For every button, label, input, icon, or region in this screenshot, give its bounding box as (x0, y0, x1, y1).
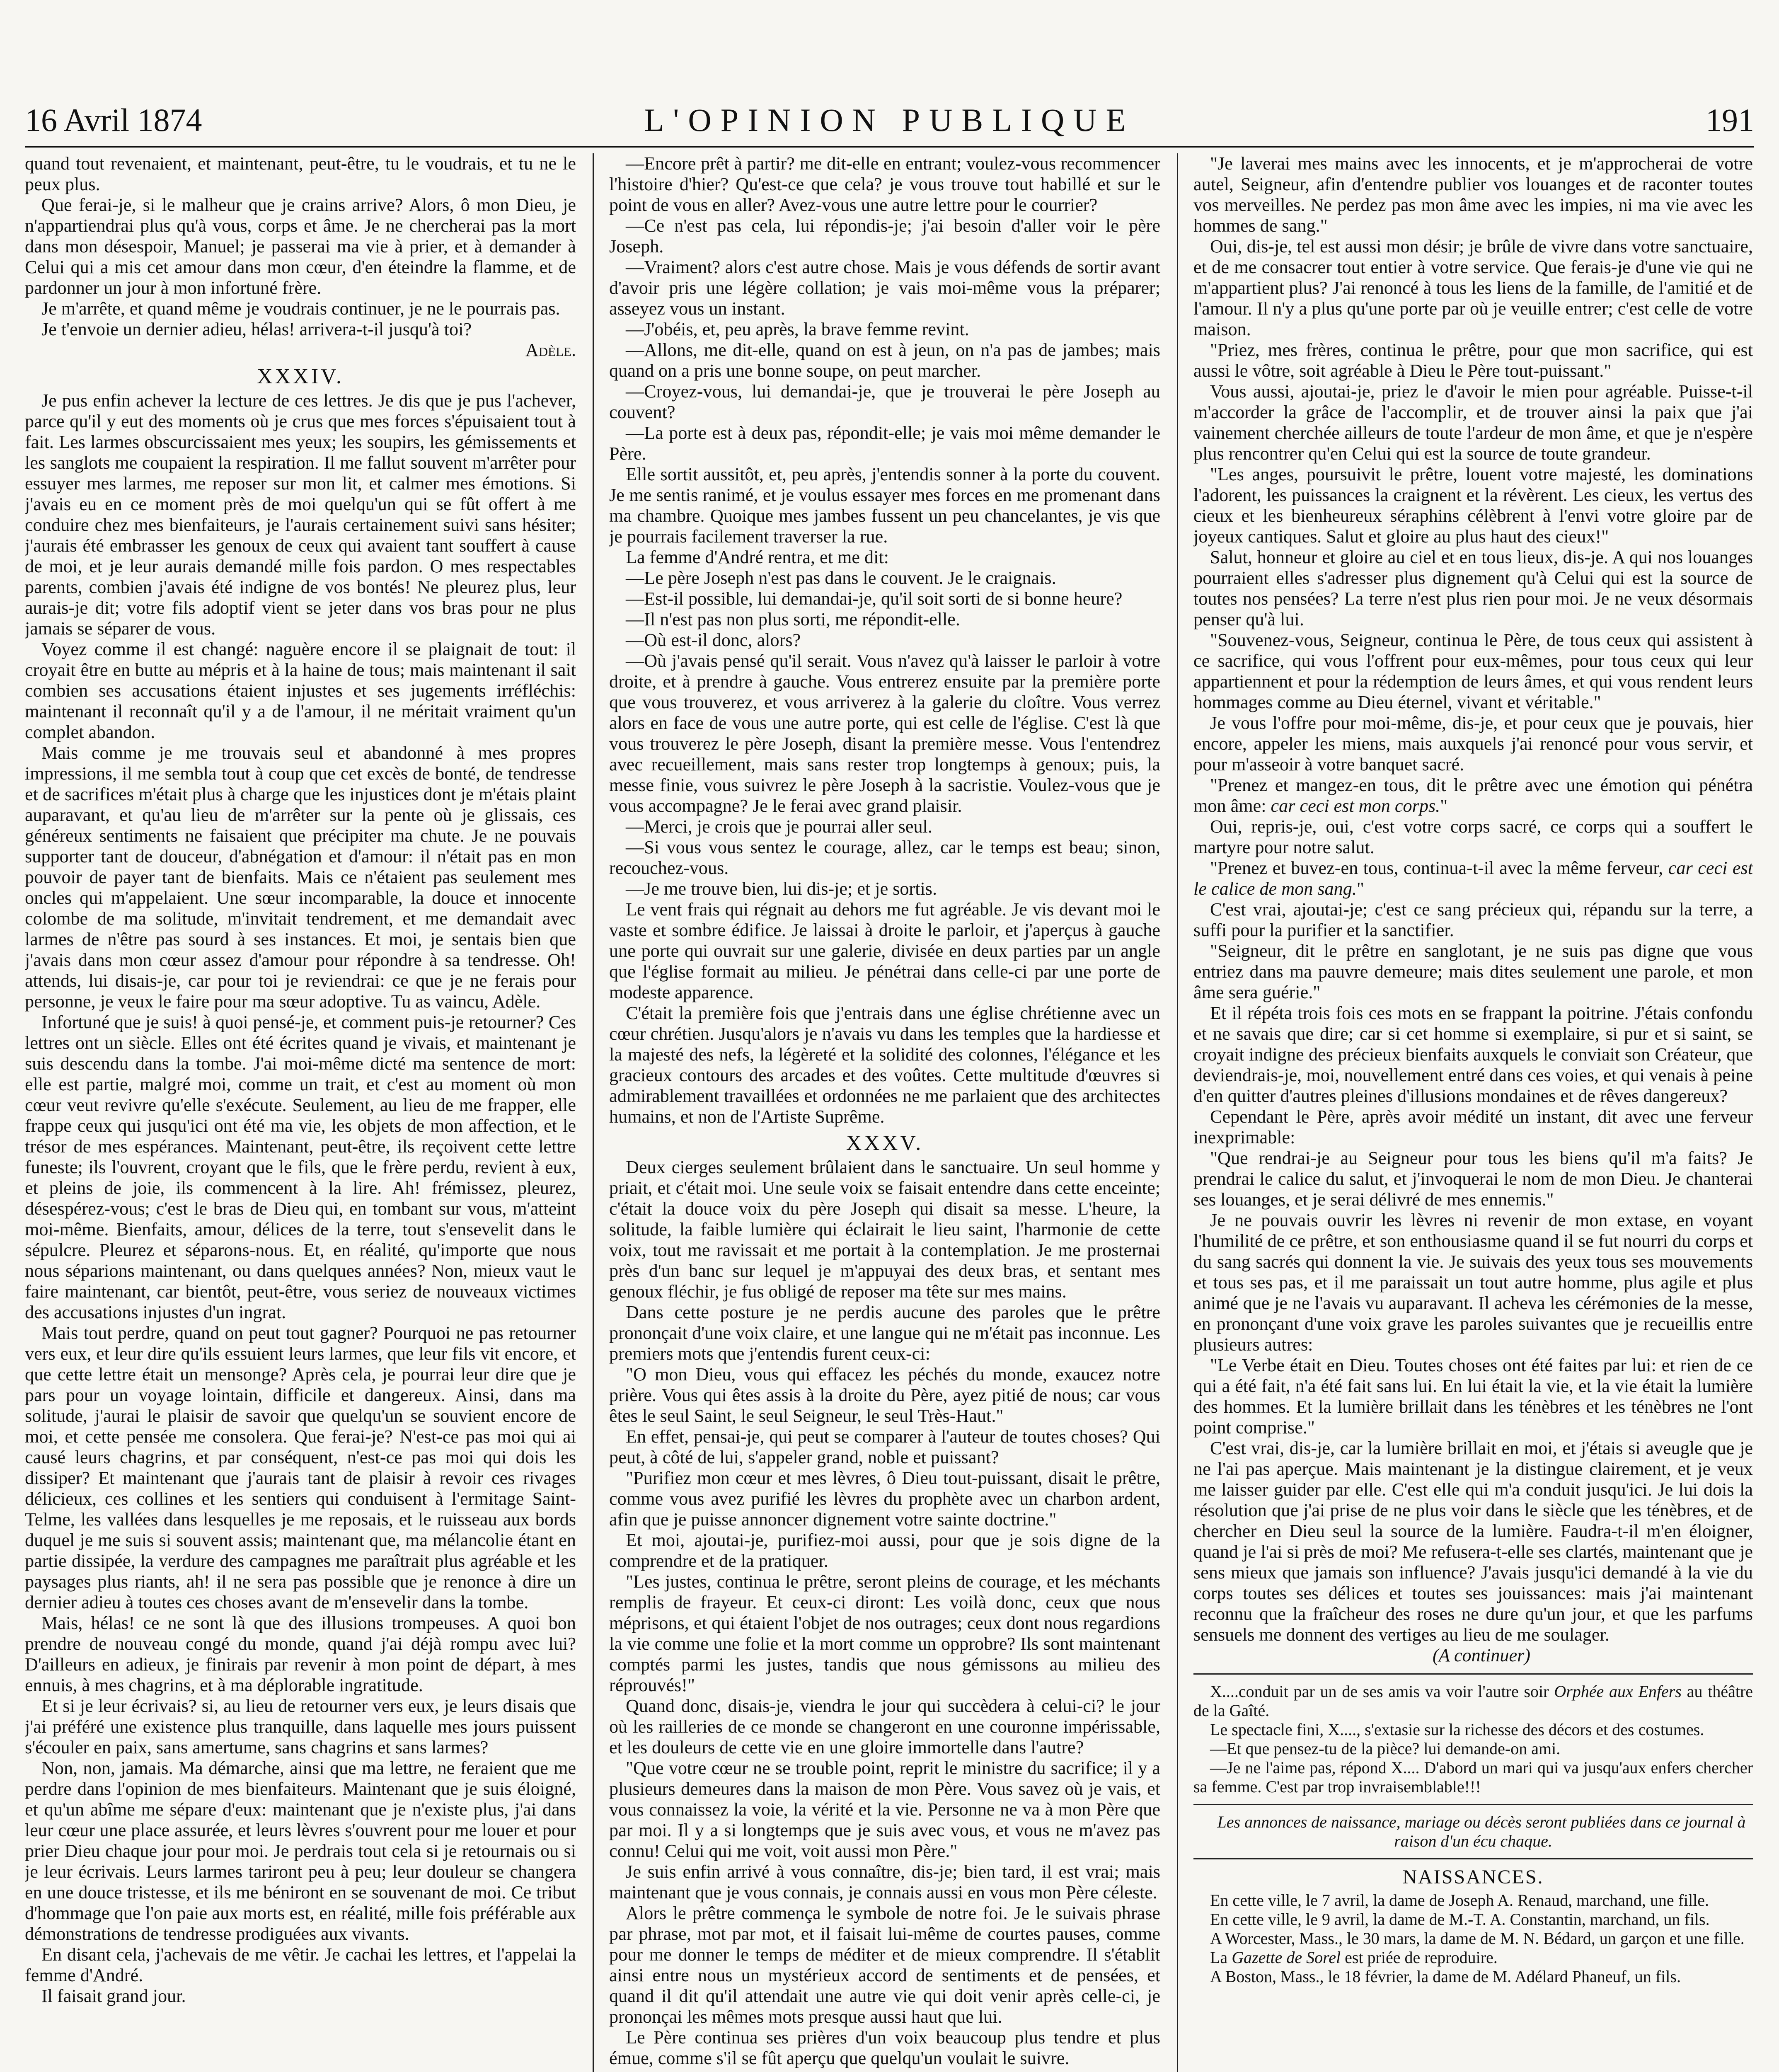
reprint-note (1193, 1948, 1753, 1967)
italic-text: car ceci est mon corps. (1271, 796, 1440, 816)
text-run: "Prenez et buvez-en tous, continua-t-il avec la même ferveur, (1210, 858, 1668, 878)
birth-entry: En cette ville, le 9 avril, la dame de M.-T. A. Constantin, marchand, un fils. (1210, 1910, 1710, 1929)
paragraph: Il faisait grand jour. (41, 1986, 186, 2006)
paragraph: Dans cette posture je ne perdis aucune des paroles que le prêtre prononçait d'une voix claire, et une langue qui ne m'était pas inconnue. Les premiers mots que j'entendis furent ceux-ci: (609, 1302, 1160, 1364)
column-2 (609, 153, 1160, 2072)
paragraph: Mais, hélas! ce ne sont là que des illusions trompeuses. A quoi bon prendre de nouveau congé du monde, quand j'ai déjà rompu avec lui? D'ailleurs en adieux, je finirais par revenir à mon point de départ, à mes ennuis, à mes chagrins, et à ma déplorable ingratitude. (25, 1613, 576, 1695)
paragraph: —Où est-il donc, alors? (626, 630, 801, 650)
paragraph: Non, non, jamais. Ma démarche, ainsi que ma lettre, ne feraient que me perdre dans l'opinion de mes bienfaiteurs. Maintenant que je suis éloigné, et qu'un abîme me sépare d'eux: maintenant que je n'existe plus, j'ai dans leur cœur une place assurée, et leurs lèvres s'ouvrent pour me louer et pour prier Dieu chaque jour pour moi. Je perdrais tout cela si je retournais ou si je leur écrivais. Leurs larmes tariront peu à peu; leur douleur se changera en une douce tristesse, et ils me béniront en se souvenant de moi. Ce tribut d'hommage que l'on paie aux morts est, en réalité, mille fois préférable aux démonstrations de tendresse prodiguées aux vivants. (25, 1758, 576, 1944)
paragraph: Oui, dis-je, tel est aussi mon désir; je brûle de vivre dans votre sanctuaire, et de me consacrer tout entier à votre service. Que ferais-je d'une vie qui ne m'appartient plus? J'ai renoncé à tous les liens de la famille, de l'amitié et de l'amour. Il n'y a plus qu'une porte par où je veuille entrer; c'est celle de votre maison. (1193, 236, 1753, 339)
anecdote (1193, 1682, 1753, 1796)
page-header (25, 99, 1754, 145)
text-run: X....conduit par un de ses amis va voir l'autre soir (1210, 1682, 1554, 1701)
column-divider (593, 153, 594, 2072)
paragraph: —Si vous vous sentez le courage, allez, car le temps est beau; sinon, recouchez-vous. (609, 837, 1160, 878)
paragraph: Alors le prêtre commença le symbole de notre foi. Je le suivais phrase par phrase, mot par mot, et il faisait lui-même de courtes pauses, comme pour me donner le temps de méditer et de mieux comprendre. Il s'établit ainsi entre nous un mystérieux accord de sentiments et de pensées, et quand il dit qu'il attendait une autre vie qui doit venir après celle-ci, je prononçai les mêmes mots presque aussi haut que lui. (609, 1903, 1160, 2027)
births-list (1193, 1891, 1753, 1986)
paragraph: En effet, pensai-je, qui peut se comparer à l'auteur de toutes choses? Qui peut, à côté de lui, s'appeler grand, noble et puissant? (609, 1426, 1160, 1467)
paragraph: —Croyez-vous, lui demandai-je, que je trouverai le père Joseph au couvent? (609, 381, 1160, 422)
paragraph: Mais comme je me trouvais seul et abandonné à mes propres impressions, il me sembla tout à coup que cet excès de bonté, de tendresse et de sacrifices m'était plus à charge que les injustices dont je m'étais plaint auparavant, et qu'au lieu de m'arrêter sur la pente où je glissais, ces généreux sentiments ne faisaient que précipiter ma chute. Je ne pouvais supporter tant de douceur, d'abnégation et d'amour: il n'était pas en mon pouvoir de payer tant de bienfaits. Mais ce n'étaient pas seulement mes oncles qui m'appelaient. Une sœur incomparable, la douce et innocente colombe de ma solitude, m'invitait tendrement, et me demandait avec larmes de n'être pas sourd à ses instances. Et moi, je sentais bien que j'avais dans mon cœur assez d'amour pour répondre à sa tendresse. Oh! attends, lui disais-je, car pour toi je reviendrai: ce que je ne ferais pour personne, je veux le faire pour ma sœur adoptive. Tu as vaincu, Adèle. (25, 743, 576, 1012)
chapter-heading: XXXV. (846, 1131, 924, 1155)
text-run: est priée de reproduire. (1341, 1948, 1498, 1967)
paragraph: "Purifiez mon cœur et mes lèvres, ô Dieu tout-puissant, disait le prêtre, comme vous avez purifié les lèvres du prophète avec un charbon ardent, afin que je puisse annoncer dignement votre sainte doctrine." (609, 1468, 1160, 1530)
paragraph: Infortuné que je suis! à quoi pensé-je, et comment puis-je retourner? Ces lettres ont un siècle. Elles ont été écrites quand je vivais, et maintenant je suis descendu dans la tombe. J'ai moi-même dicté ma sentence de mort: elle est partie, malgré moi, comme un trait, et c'est au moment où mon cœur veut revivre qu'elle s'exécute. Seulement, au lieu de me frapper, elle frappe ceux qui jusqu'ici ont été ma vie, les objets de mon affection, et le trésor de mes espérances. Maintenant, peut-être, ils reçoivent cette lettre funeste; ils l'ouvrent, croyant que le fils, que le frère perdu, revient à eux, et pleins de joie, ils commencent à la lire. Ah! frémissez, pleurez, désespérez-vous; c'est le bras de Dieu qui, en tombant sur vous, m'atteint moi-même. Bienfaits, amour, délices de la terre, tout s'ensevelit dans le sépulcre. Pleurez et séparons-nous. Et, en réalité, qu'importe que nous nous séparions maintenant, ou dans quelques années? Non, mieux vaut le faire maintenant, car bientôt, peut-être, vous seriez de nouveaux victimes des accusations injustes d'un ingrat. (25, 1012, 576, 1322)
paragraph: —Où j'avais pensé qu'il serait. Vous n'avez qu'à laisser le parloir à votre droite, et à prendre à gauche. Vous entrerez ensuite par la première porte que vous trouverez, et vous arriverez à la galerie du cloître. Vous verrez alors en face de vous une autre porte, qui est celle de l'église. C'est là que vous trouverez le père Joseph, disant la première messe. Vous l'entendrez avec recueillement, mais sans rester trop longtemps à genoux; puis, la messe finie, vous suivrez le père Joseph à la sacristie. Voulez-vous que je vous accompagne? Je le ferai avec grand plaisir. (609, 651, 1160, 816)
paragraph: Et il répéta trois fois ces mots en se frappant la poitrine. J'étais confondu et ne savais que dire; car si cet homme si exemplaire, si pur et si saint, se croyait indigne des précieux bienfaits auxquels le conviait son Créateur, que deviendrais-je, moi, nouvellement entré dans ces voies, et qui venais à peine d'en quitter d'autres pleines d'illusions mondaines et de rêves dangereux? (1193, 1003, 1753, 1106)
header-rule (25, 146, 1754, 148)
paragraph: Et si je leur écrivais? si, au lieu de retourner vers eux, je leurs disais que j'ai préféré une existence plus tranquille, dans laquelle mes jours puissent s'écouler en paix, sans amertume, sans chagrins et sans larmes? (25, 1696, 576, 1757)
paragraph: "Les anges, poursuivit le prêtre, louent votre majesté, les dominations l'adorent, les puissances la craignent et la révèrent. Les cieux, les vertus des cieux et les bienheureux séraphins célèbrent à l'envi votre gloire par de joyeux cantiques. Salut et gloire au plus haut des cieux!" (1193, 464, 1753, 547)
paragraph: Vous aussi, ajoutai-je, priez le d'avoir le mien pour agréable. Puisse-t-il m'accorder la grâce de l'accomplir, et de trouver ainsi la paix que j'ai vainement cherchée ailleurs de toute l'ardeur de mon âme, et que je n'espère plus rencontrer qu'en Celui qui est la source de toute grandeur. (1193, 381, 1753, 464)
to-be-continued: (A continuer) (1432, 1645, 1531, 1665)
paragraph: Le spectacle fini, X...., s'extasie sur la richesse des décors et des costumes. (1210, 1720, 1704, 1739)
paragraph: Et moi, ajoutai-je, purifiez-moi aussi, pour que je sois digne de la comprendre et de la pratiquer. (609, 1530, 1160, 1571)
paragraph: —Vraiment? alors c'est autre chose. Mais je vous défends de sortir avant d'avoir pris une légère collation; je vais moi-même vous la préparer; asseyez vous un instant. (609, 257, 1160, 319)
text-run: au théâtre de la Gaîté. (1193, 1682, 1753, 1720)
paragraph: "Seigneur, dit le prêtre en sanglotant, je ne suis pas digne que vous entriez dans ma pauvre demeure; mais dites seulement une parole, et mon âme sera guérie." (1193, 941, 1753, 1002)
text-run: " (1440, 796, 1448, 816)
paragraph: C'est vrai, ajoutai-je; c'est ce sang précieux qui, répandu sur la terre, a suffi pour la purifier et la sanctifier. (1193, 899, 1753, 940)
paragraph: Je pus enfin achever la lecture de ces lettres. Je dis que je pus l'achever, parce qu'il y eut des moments où je crus que mes forces s'épuisaient tout à fait. Les larmes obscurcissaient mes yeux; les soupirs, les gémissements et les sanglots me coupaient la respiration. Il me fallut souvent m'arrêter pour essuyer mes larmes, me reposer sur mon lit, et calmer mes émotions. Si j'avais eu en ce moment près de moi quelqu'un qui se fût offert à me conduire chez mes bienfaiteurs, je l'aurais certainement suivi sans hésiter; j'aurais été embrasser les genoux de ceux qui avaient tant souffert à cause de moi, et je leur aurais demandé mille fois pardon. O mes respectables parents, combien j'avais été indigne de vos bontés! Ne pleurez plus, leur aurais-je dit; votre fils adoptif vient se jeter dans vos bras pour ne plus jamais se séparer de vous. (25, 390, 576, 639)
paragraph: Je m'arrête, et quand même je voudrais continuer, je ne le pourrais pas. (41, 298, 560, 319)
column-3 (1193, 153, 1753, 2072)
section-rule (1193, 1673, 1753, 1675)
birth-entry: A Worcester, Mass., le 30 mars, la dame de M. N. Bédard, un garçon et une fille. (1210, 1929, 1745, 1948)
page-number: 191 (1706, 102, 1754, 138)
paragraph: Salut, honneur et gloire au ciel et en tous lieux, dis-je. A qui nos louanges pourraient elles s'adresser plus dignement qu'à Celui qui est la source de toutes nos pensées? La terre n'est plus rien pour moi. Je ne veux désormais penser qu'à lui. (1193, 547, 1753, 629)
paragraph: "Que votre cœur ne se trouble point, reprit le ministre du sacrifice; il y a plusieurs demeures dans la maison de mon Père. Vous savez où je vais, et vous connaissez la voie, la vérité et la vie. Personne ne va à mon Père que par moi. Il y a si longtemps que je suis avec vous, et vous ne m'avez pas connu! Celui qui me voit, voit aussi mon Père." (609, 1758, 1160, 1861)
paragraph: "Je laverai mes mains avec les innocents, et je m'approcherai de votre autel, Seigneur, afin d'entendre publier vos louanges et de raconter toutes vos merveilles. Ne perdez pas mon âme avec les impies, ni ma vie avec les hommes de sang." (1193, 153, 1753, 236)
paragraph: "Les justes, continua le prêtre, seront pleins de courage, et les méchants remplis de frayeur. Et ceux-ci diront: Les voilà donc, ceux que nous méprisons, et qui étaient l'objet de nos outrages; ceux dont nous regardions la vie comme une folie et la mort comme un opprobre? Ils sont maintenant comptés parmi les justes, tandis que nous gémissons au milieu des réprouvés!" (609, 1571, 1160, 1695)
letter-signature: Adèle. (525, 340, 576, 360)
italic-text: car ceci est le calice de mon sang. (1193, 858, 1753, 899)
paragraph: —Il n'est pas non plus sorti, me répondit-elle. (626, 609, 960, 629)
paragraph: En disant cela, j'achevais de me vêtir. Je cachai les lettres, et l'appelai la femme d'André. (25, 1944, 576, 1985)
paragraph: —Encore prêt à partir? me dit-elle en entrant; voulez-vous recommencer l'histoire d'hier? Qu'est-ce que cela? je vous trouve tout habillé et sur le point de vous en aller? Avez-vous une autre lettre pour le courrier? (609, 153, 1160, 215)
paragraph: —Le père Joseph n'est pas dans le couvent. Je le craignais. (626, 568, 1056, 588)
birth-entry: A Boston, Mass., le 18 février, la dame de M. Adélard Phaneuf, un fils. (1210, 1967, 1681, 1986)
paragraph: Que ferai-je, si le malheur que je crains arrive? Alors, ô mon Dieu, je n'appartiendrai plus qu'à vous, corps et âme. Je ne chercherai pas la mort dans mon désespoir, Manuel; je passerai ma vie à prier, et à demander à Celui qui a mis cet amour dans mon cœur, d'en éteindre la flamme, et de pardonner un jour à mon infortuné frère. (25, 195, 576, 298)
announcement-notice: Les annonces de naissance, mariage ou décès seront publiées dans ce journal à raison d'un écu chaque. (1217, 1813, 1746, 1850)
text-run: " (1356, 879, 1364, 899)
paragraph: —J'obéis, et, peu après, la brave femme revint. (626, 319, 969, 339)
paragraph: quand tout revenaient, et maintenant, peut-être, tu le voudrais, et tu ne le peux plus. (25, 153, 576, 194)
paragraph: "Souvenez-vous, Seigneur, continua le Père, de tous ceux qui assistent à ce sacrifice, qui vous l'offrent pour eux-mêmes, pour tous ceux qui leur appartiennent et pour la rédemption de leurs âmes, et qui vous rendent leurs hommages comme au Dieu éternel, vivant et véritable." (1193, 630, 1753, 712)
paragraph (1193, 858, 1753, 899)
paragraph: Cependant le Père, après avoir médité un instant, dit avec une ferveur inexprimable: (1193, 1106, 1753, 1147)
paragraph: Voyez comme il est changé: naguère encore il se plaignait de tout: il croyait être en butte au mépris et à la haine de tous; mais maintenant il sait combien ses accusations étaient injustes et ses jugements irréfléchis: maintenant il reconnaît qu'il y a de l'amour, il ne méritait vraiment qu'un complet abandon. (25, 639, 576, 742)
paragraph: Oui, repris-je, oui, c'est votre corps sacré, ce corps qui a souffert le martyre pour notre salut. (1193, 816, 1753, 857)
paragraph: C'est vrai, dis-je, car la lumière brillait en moi, et j'étais si aveugle que je ne l'ai pas aperçue. Mais maintenant je la distingue clairement, et je veux me laisser guider par elle. C'est elle qui m'a conduit jusqu'ici. Je lui dois la résolution que j'ai prise de ne plus voir dans le siècle que les ténèbres, et de chercher en Dieu seul la source de la lumière. Faudra-t-il m'en éloigner, quand je l'ai si près de moi? Me refusera-t-elle ses clartés, maintenant que je sens mieux que jamais son influence? J'avais jusqu'ici demandé à la vie du corps toutes ses délices et toutes ses jouissances: mais j'ai maintenant reconnu que la fraîcheur des roses ne dure qu'un jour, et que les parfums sensuels me donnent des vertiges au lieu de me soulager. (1193, 1438, 1753, 1645)
paragraph: —Je ne l'aime pas, répond X.... D'abord un mari qui va jusqu'aux enfers chercher sa femme. C'est par trop invraisemblable!!! (1193, 1758, 1753, 1796)
paragraph: —Allons, me dit-elle, quand on est à jeun, on n'a pas de jambes; mais quand on a pris une bonne soupe, on peut marcher. (609, 340, 1160, 381)
paragraph: "O mon Dieu, vous qui effacez les péchés du monde, exaucez notre prière. Vous qui êtes assis à la droite du Père, ayez pitié de nous; car vous êtes le seul Saint, le seul Seigneur, le seul Très-Haut." (609, 1364, 1160, 1426)
paragraph: —Et que pensez-tu de la pièce? lui demande-on ami. (1210, 1739, 1561, 1758)
paragraph: C'était la première fois que j'entrais dans une église chrétienne avec un cœur chrétien. Jusqu'alors je n'avais vu dans les temples que la hardiesse et la majesté des nefs, la légèreté et la solidité des colonnes, l'élégance et les gracieux contours des arcades et des voûtes. Cette multitude d'œuvres si admirablement travaillées et ordonnées ne me parlaient que des architectes humains, et non de l'Artiste Suprême. (609, 1003, 1160, 1127)
paragraph: —Je me trouve bien, lui dis-je; et je sortis. (626, 879, 937, 899)
paragraph: "Le Verbe était en Dieu. Toutes choses ont été faites par lui: et rien de ce qui a été fait, n'a été fait sans lui. En lui était la vie, et la vie était la lumière des hommes. Et la lumière brillait dans les ténèbres et les ténèbres ne l'ont point comprise." (1193, 1355, 1753, 1438)
issue-date: 16 Avril 1874 (25, 102, 202, 138)
chapter-heading: XXXIV. (257, 365, 344, 388)
italic-text: Orphée aux Enfers (1554, 1682, 1682, 1701)
paragraph: —Est-il possible, lui demandai-je, qu'il soit sorti de si bonne heure? (626, 588, 1123, 609)
paragraph: Deux cierges seulement brûlaient dans le sanctuaire. Un seul homme y priait, et c'était moi. Une seule voix se faisait entendre dans cette enceinte; c'était la douce voix du père Joseph qui disait sa messe. L'heure, la solitude, la faible lumière qui éclairait le lieu saint, l'harmonie de cette voix, tout me ravissait et me portait à la contemplation. Je me prosternai près d'un banc sur lequel je m'appuyai des deux bras, et sentant mes genoux fléchir, je fus obligé de reposer ma tête sur mes mains. (609, 1157, 1160, 1302)
paragraph (1193, 1682, 1753, 1720)
text-run: La (1210, 1948, 1232, 1967)
paragraph: —Ce n'est pas cela, lui répondis-je; j'ai besoin d'aller voir le père Joseph. (609, 215, 1160, 257)
section-rule (1193, 1858, 1753, 1859)
birth-entry: En cette ville, le 7 avril, la dame de Joseph A. Renaud, marchand, une fille. (1210, 1891, 1709, 1910)
italic-text: Gazette de Sorel (1232, 1948, 1341, 1967)
paragraph: —Merci, je crois que je pourrai aller seul. (626, 816, 932, 837)
paragraph: "Priez, mes frères, continua le prêtre, pour que mon sacrifice, qui est aussi le vôtre, soit agréable à Dieu le Père tout-puissant." (1193, 340, 1753, 381)
paragraph: Je suis enfin arrivé à vous connaître, dis-je; bien tard, il est vrai; mais maintenant que je vous connais, je connais aussi en vous mon Père céleste. (609, 1861, 1160, 1903)
paragraph (1193, 775, 1753, 816)
paragraph: "Que rendrai-je au Seigneur pour tous les biens qu'il m'a faits? Je prendrai le calice du salut, et j'invoquerai le nom de mon Dieu. Je chanterai ses louanges, et je serai délivré de mes ennemis." (1193, 1148, 1753, 1210)
paragraph: Le Père continua ses prières d'un voix beaucoup plus tendre et plus émue, comme s'il se fût aperçu que quelqu'un voulait le suivre. (609, 2027, 1160, 2068)
births-heading: NAISSANCES. (1402, 1866, 1544, 1888)
paragraph: Quand donc, disais-je, viendra le jour qui succèdera à celui-ci? le jour où les railleries de ce monde se changeront en une couronne impérissable, et les douleurs de cette vie en une gloire immortelle dans l'autre? (609, 1696, 1160, 1757)
column-1 (25, 153, 576, 2072)
paragraph: La femme d'André rentra, et me dit: (626, 547, 889, 567)
paragraph: Le vent frais qui régnait au dehors me fut agréable. Je vis devant moi le vaste et sombre édifice. Je laissai à droite le parloir, et j'aperçus à gauche une porte qui ouvrait sur une galerie, divisée en deux parties par un angle que l'église formait au milieu. Je pénétrai dans celle-ci par une porte de modeste apparence. (609, 899, 1160, 1002)
newspaper-title: L'OPINION PUBLIQUE (644, 102, 1135, 138)
paragraph: Je vous l'offre pour moi-même, dis-je, et pour ceux que je pouvais, hier encore, appeler les miens, mais auxquels j'ai renoncé pour vous servir, et pour m'asseoir à votre banquet sacré. (1193, 713, 1753, 775)
paragraph: Je ne pouvais ouvrir les lèvres ni revenir de mon extase, en voyant l'humilité de ce prêtre, et son enthousiasme quand il se fut nourri du corps et du sang sacrés qui donnent la vie. Je suivais des yeux tous ses mouvements et tous ses pas, et il me paraissait un tout autre homme, plus agile et plus animé que je ne l'avais vu auparavant. Il acheva les cérémonies de la messe, en prononçant d'une voix grave les paroles suivantes que je recueillis entre plusieurs autres: (1193, 1210, 1753, 1355)
text-run: "Prenez et mangez-en tous, dit le prêtre avec une émotion qui pénétra mon âme: (1193, 775, 1753, 816)
paragraph: —La porte est à deux pas, répondit-elle; je vais moi même demander le Père. (609, 423, 1160, 464)
paragraph: Mais tout perdre, quand on peut tout gagner? Pourquoi ne pas retourner vers eux, et leur dire qu'ils essuient leurs larmes, que leur fils vit encore, et que cette lettre était un mensonge? Après cela, je pourrai leur dire que je pars pour un voyage lointain, difficile et dangereux. Ainsi, dans ma solitude, j'aurai le plaisir de savoir que quelqu'un se souvient encore de moi, et cette pensée me consolera. Que ferai-je? N'est-ce pas moi qui ai causé leurs chagrins, et par conséquent, n'est-ce pas moi qui dois les dissiper? Et maintenant que j'aurais tant de plaisir à revoir ces rivages délicieux, ces collines et les sentiers qui conduisent à l'ermitage Saint-Telme, les vallées dans lesquelles je me reposais, et le ruisseau aux bords duquel je me suis si souvent assis; maintenant que, ma mélancolie étant en partie dissipée, la verdure des campagnes me paraîtrait plus agréable et les paysages plus riants, ah! il ne sera pas possible que je renonce à dire un dernier adieu à toutes ces choses avant de m'ensevelir dans la tombe. (25, 1323, 576, 1612)
paragraph: Elle sortit aussitôt, et, peu après, j'entendis sonner à la porte du couvent. Je me sentis ranimé, et je voulus essayer mes forces en me promenant dans ma chambre. Quoique mes jambes fussent un peu chancelantes, je vis que je pourrais facilement traverser la rue. (609, 464, 1160, 547)
section-rule (1193, 1804, 1753, 1805)
paragraph: Je t'envoie un dernier adieu, hélas! arrivera-t-il jusqu'à toi? (41, 319, 472, 339)
column-divider (1177, 153, 1178, 2072)
